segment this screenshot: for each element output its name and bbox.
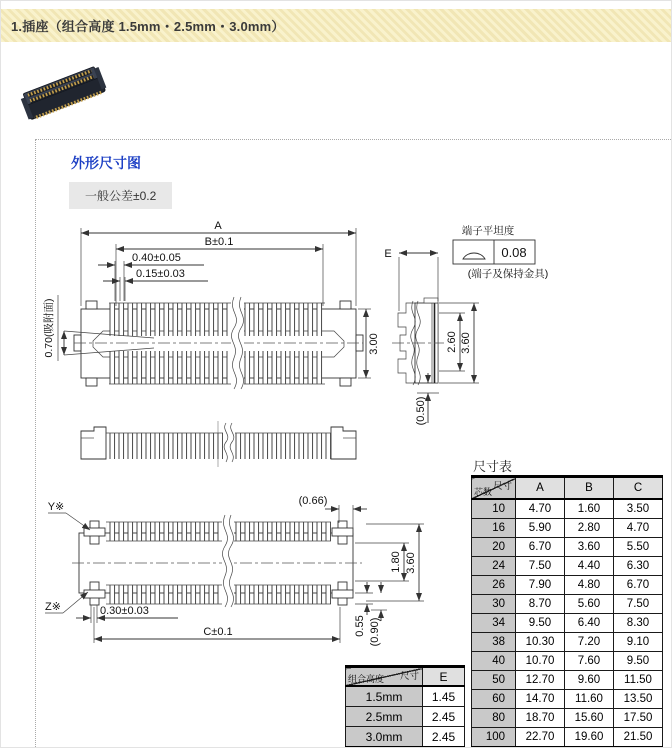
- corner-label-size: 尺寸: [399, 671, 419, 682]
- top-view-drawing: [42, 220, 380, 389]
- table-row: 50 12.70 9.60 11.50: [472, 671, 663, 690]
- corner-label-pins: 芯数: [474, 487, 493, 497]
- dim-label-side-outer: 3.60: [460, 332, 472, 354]
- size-table-header-row: [472, 477, 663, 500]
- table-row: 40 10.70 7.60 9.50: [472, 652, 663, 671]
- dim-label-pin-width: 0.15±0.03: [136, 268, 185, 280]
- table-row: 80 18.70 15.60 17.50: [472, 709, 663, 728]
- flatness-value: 0.08: [501, 245, 527, 260]
- label-z: Z※: [45, 601, 61, 613]
- table-row: 26 7.90 4.80 6.70: [472, 576, 663, 595]
- bottom-view-drawing: [45, 495, 424, 646]
- col-header-c: C: [614, 477, 663, 500]
- side-view-drawing: [384, 224, 548, 425]
- dim-label-090: (0.90): [369, 617, 381, 647]
- corner-label-height: 组合高度: [348, 674, 385, 684]
- section-header-bar: [1, 9, 672, 42]
- table-row: 38 10.30 7.20 9.10: [472, 633, 663, 652]
- e-table-corner-cell: [346, 667, 423, 687]
- mating-height-table: [345, 665, 465, 748]
- dim-label-end: (0.66): [298, 495, 328, 507]
- elevation-view-drawing: [81, 421, 356, 467]
- size-table-title: 尺寸表: [473, 459, 513, 474]
- flatness-title: 端子平坦度: [461, 225, 515, 237]
- table-row: 20 6.70 3.60 5.50: [472, 538, 663, 557]
- table-row: 1.5mm 1.45: [346, 686, 465, 707]
- dim-label-bottom-inner: 1.80: [390, 551, 402, 573]
- dim-label-pitch: 0.40±0.05: [132, 252, 181, 264]
- table-row: 2.5mm 2.45: [346, 707, 465, 727]
- dim-label-e: E: [384, 248, 392, 260]
- table-row: 24 7.50 4.40 6.30: [472, 557, 663, 576]
- table-row: 30 8.70 5.60 7.50: [472, 595, 663, 614]
- dim-label-suction: 0.70(吸附面): [43, 298, 55, 358]
- dim-label-055: 0.55: [354, 615, 366, 637]
- dim-label-c: C±0.1: [203, 626, 233, 638]
- e-table-header-row: [346, 667, 465, 687]
- col-header-a: A: [516, 477, 565, 500]
- dim-label-bottom-outer: 3.60: [405, 552, 417, 574]
- page-title: 1.插座（组合高度 1.5mm・2.5mm・3.0mm）: [11, 19, 285, 34]
- connector-photo: [13, 55, 117, 139]
- table-row: 16 5.90 2.80 4.70: [472, 519, 663, 538]
- dim-label-height: 3.00: [368, 333, 380, 355]
- drawing-section-title: 外形尺寸图: [71, 155, 141, 171]
- dim-label-side-inner: 2.60: [446, 331, 458, 353]
- table-row: 100 22.70 19.60 21.50: [472, 728, 663, 748]
- table-row: 60 14.70 11.60 13.50: [472, 690, 663, 709]
- dim-label-b: B±0.1: [204, 236, 234, 248]
- table-row: 3.0mm 2.45: [346, 727, 465, 748]
- size-table-corner-cell: [472, 477, 516, 500]
- label-y: Y※: [47, 501, 65, 513]
- flatness-note: (端子及保持金具): [467, 268, 549, 280]
- table-row: 10 4.70 1.60 3.50: [472, 499, 663, 519]
- corner-label-size: 尺寸: [492, 481, 512, 492]
- col-header-b: B: [565, 477, 614, 500]
- table-row: 34 9.50 6.40 8.30: [472, 614, 663, 633]
- dim-label-a: A: [214, 220, 222, 232]
- dim-label-lead: 0.30±0.03: [100, 605, 149, 617]
- col-header-e: E: [423, 667, 465, 687]
- general-tolerance-note: 一般公差±0.2: [69, 182, 172, 209]
- dim-label-standoff: (0.50): [415, 396, 427, 426]
- size-table: [471, 475, 663, 748]
